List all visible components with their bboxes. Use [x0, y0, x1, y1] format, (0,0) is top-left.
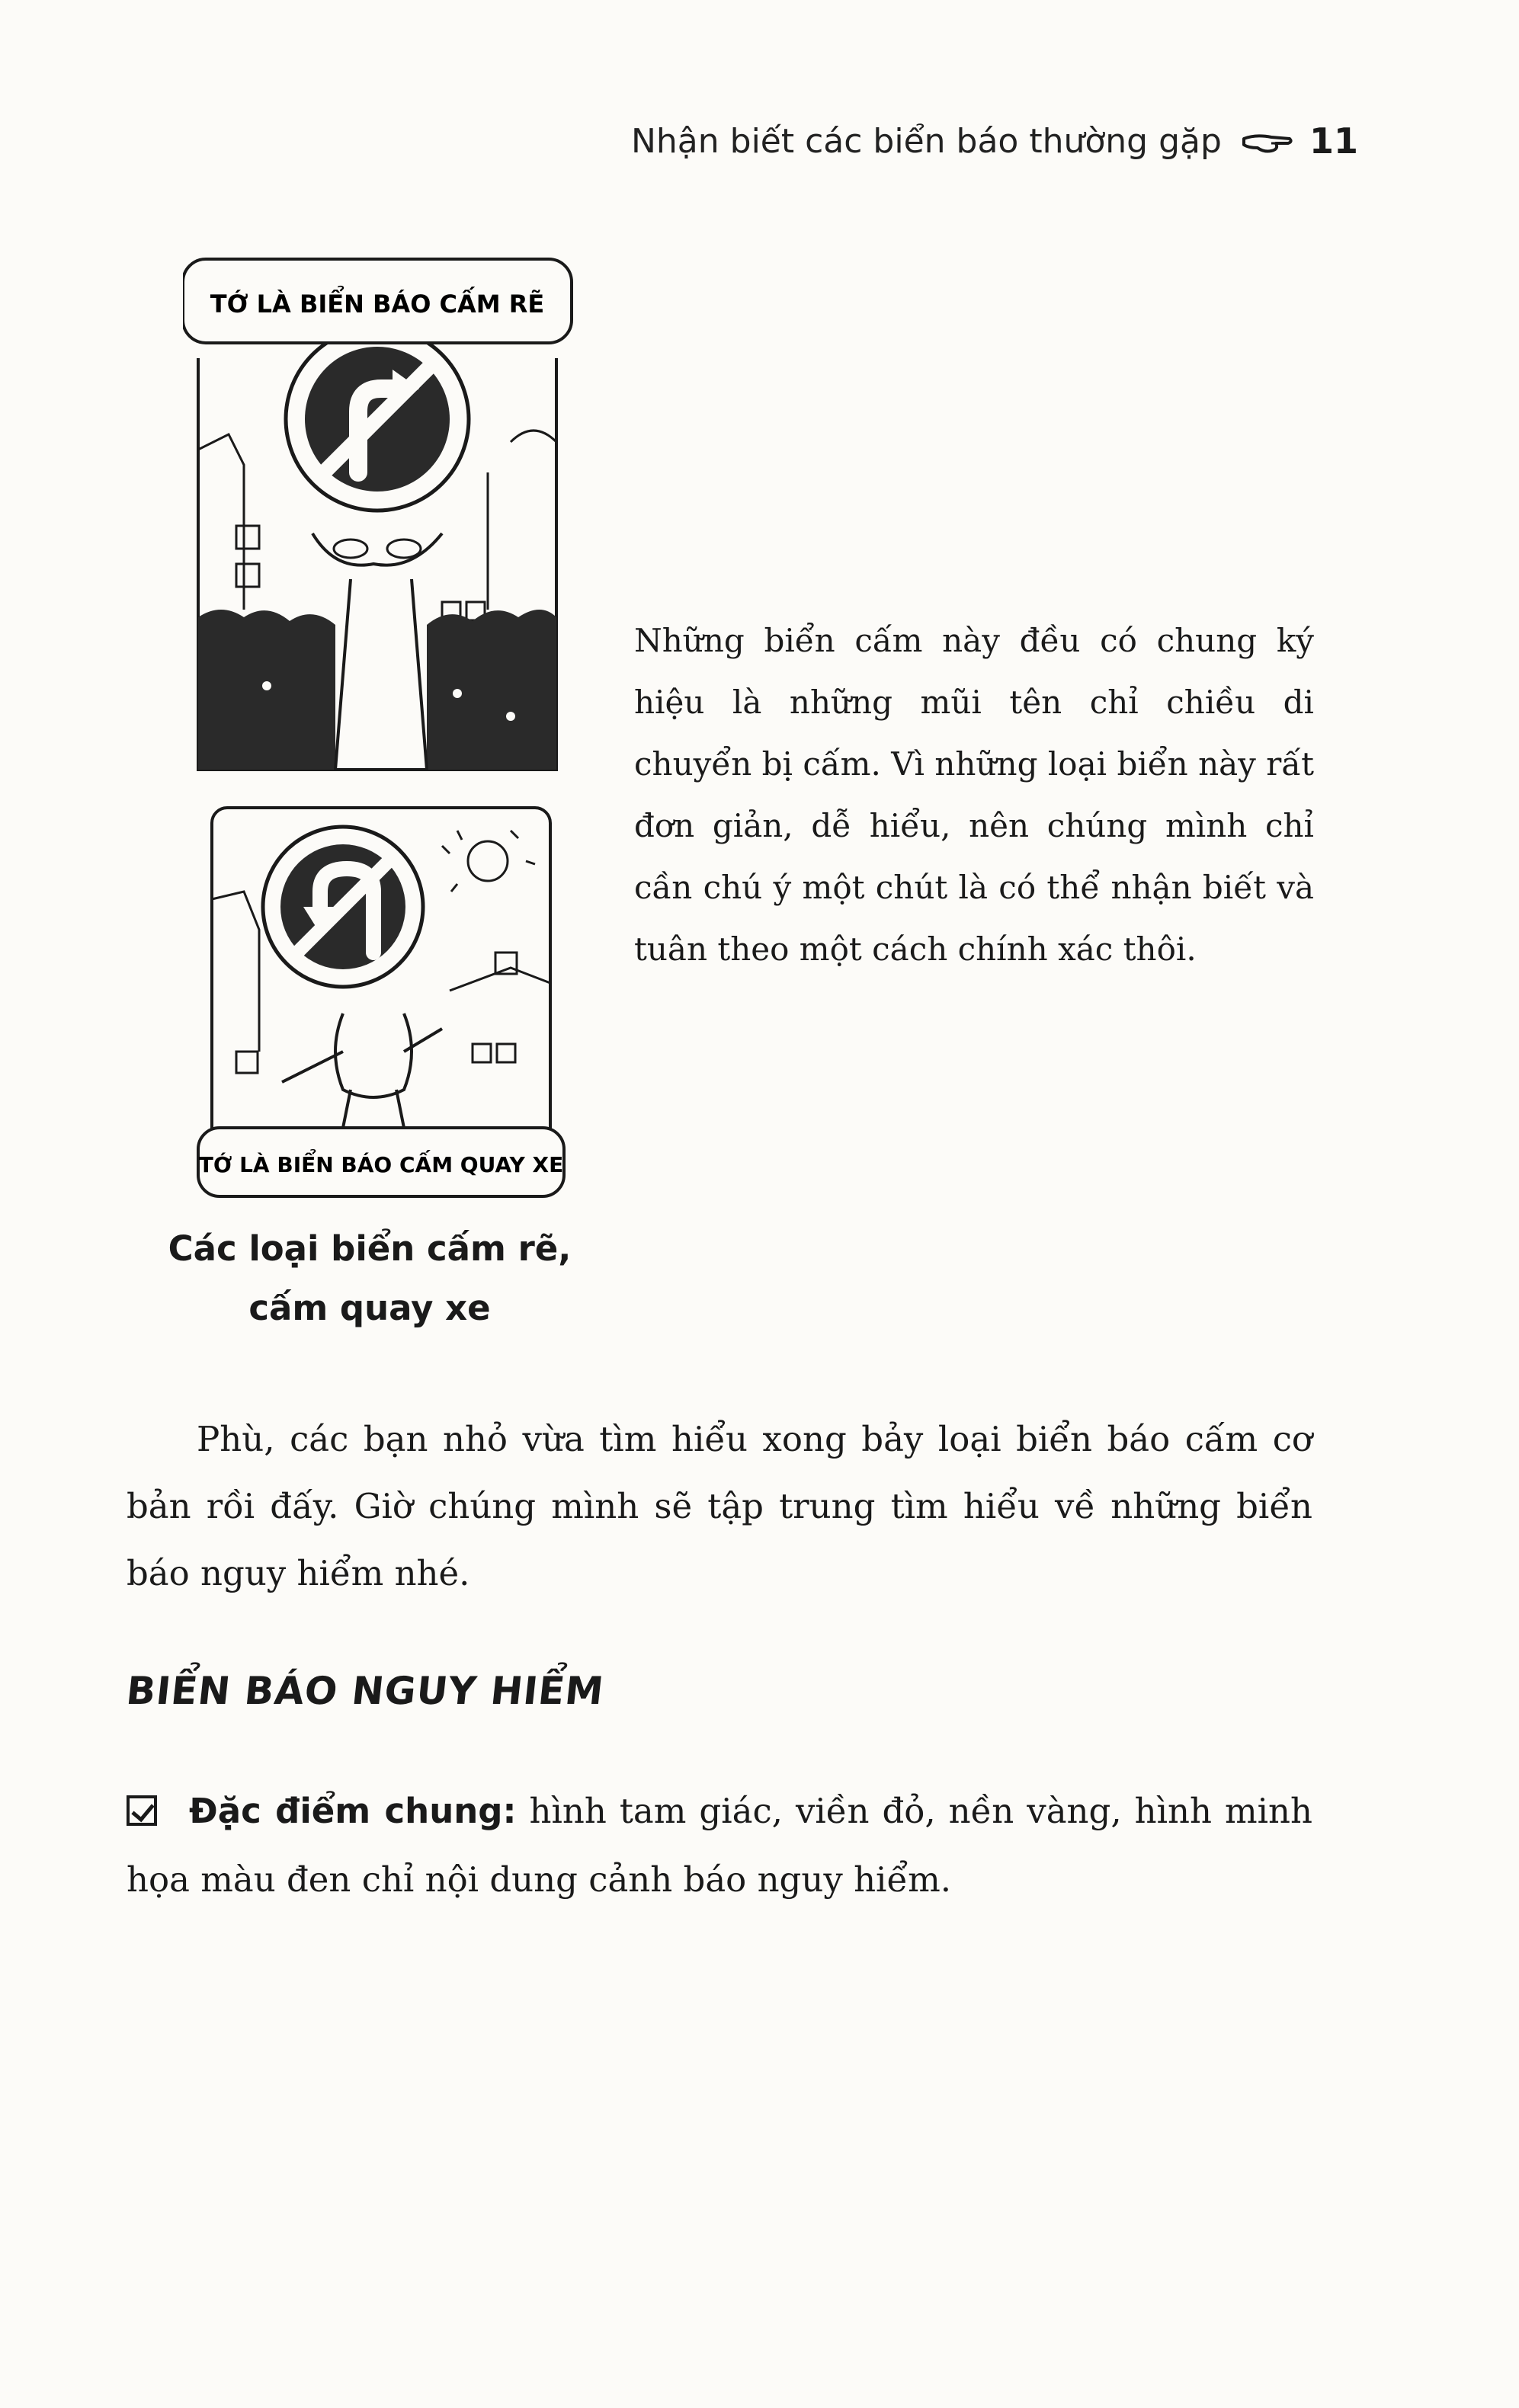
checkbox-checked-icon — [127, 1795, 157, 1826]
no-u-turn-illustration — [191, 800, 572, 1212]
caption-line-1: Các loại biển cấm rẽ, — [168, 1228, 572, 1269]
bullet-label: Đặc điểm chung: — [189, 1791, 517, 1831]
pointing-hand-icon — [1241, 126, 1294, 157]
speech-label-no-turn: TỚ LÀ BIỂN BÁO CẤM RẼ — [210, 290, 545, 319]
side-paragraph — [634, 610, 1314, 980]
bullet-item — [127, 1777, 1312, 1914]
section-heading: BIỂN BÁO NGUY HIỂM — [123, 1669, 607, 1713]
bullet-text: hình tam giác, viền đỏ, nền vàng, hình minh họa màu đen chỉ nội dung cảnh báo nguy hiểm. — [127, 1791, 1312, 1900]
header-title: Nhận biết các biển báo thường gặp — [631, 122, 1222, 161]
speech-label-no-u-turn: TỚ LÀ BIỂN BÁO CẤM QUAY XE — [198, 1152, 564, 1177]
side-paragraph-text: Những biển cấm này đều có chung ký hiệu là những mũi tên chỉ chiều di chuyển bị cấm. Vì những loại biển này rất đơn giản, dễ hiểu, nên chúng mình chỉ cần chú ý một chút là có thể nhận biết và tuân theo một cách chính xác thôi. — [634, 622, 1314, 968]
caption-line-2: cấm quay xe — [248, 1288, 491, 1328]
page-number: 11 — [1309, 120, 1359, 162]
no-turn-illustration — [183, 244, 579, 777]
body-paragraph: Phù, các bạn nhỏ vừa tìm hiểu xong bảy loại biển báo cấm cơ bản rồi đấy. Giờ chúng mình sẽ tập trung tìm hiểu về những biển báo nguy hiểm nhé. — [127, 1419, 1312, 1593]
figure-caption — [152, 1219, 587, 1338]
